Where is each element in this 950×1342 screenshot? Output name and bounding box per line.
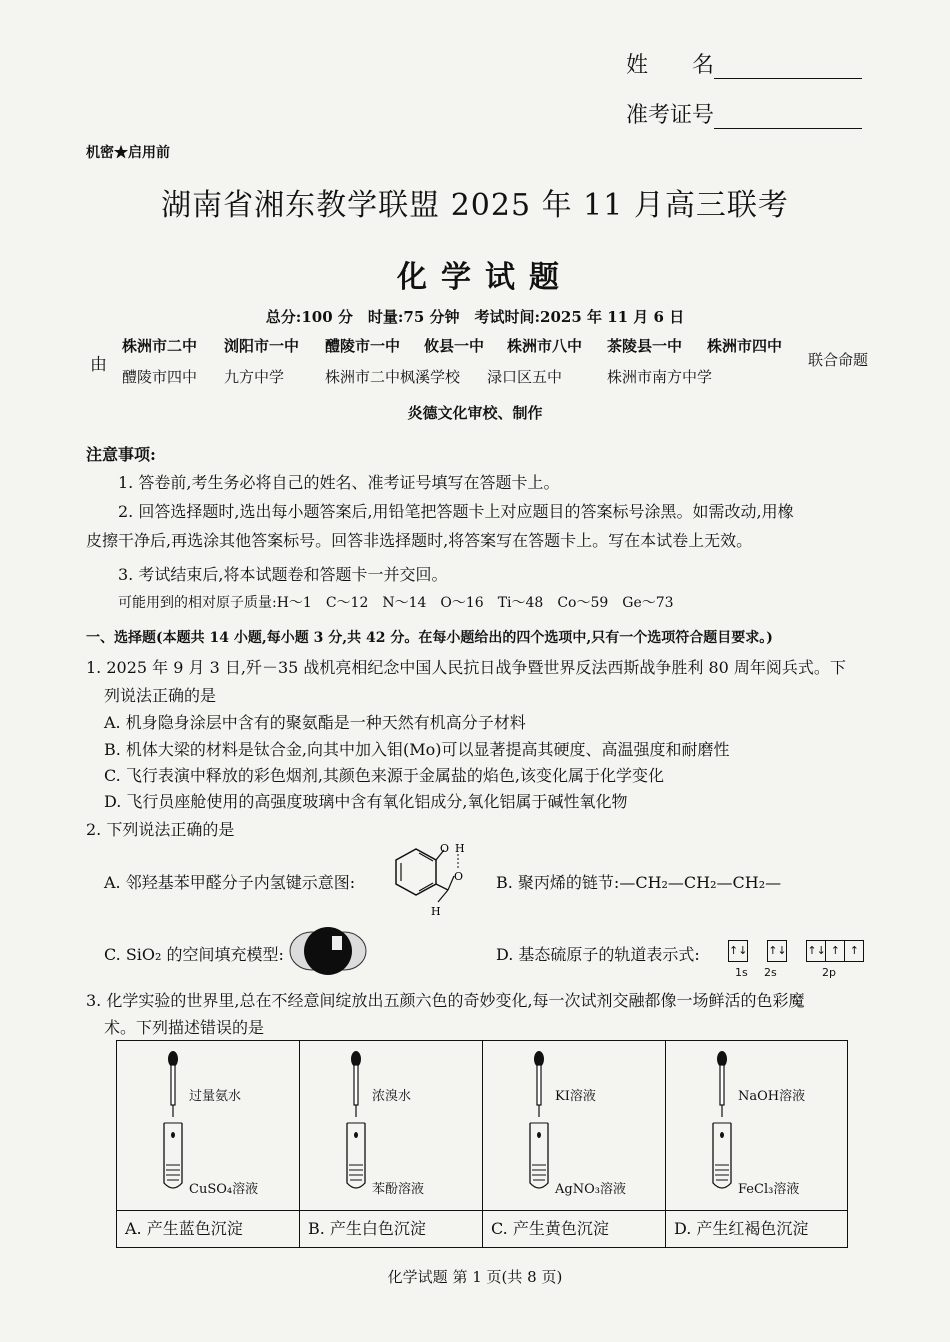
school: 株洲市八中 xyxy=(507,337,583,355)
c-o-double-bond xyxy=(448,876,454,890)
salicylaldehyde-structure xyxy=(374,840,474,918)
q1-option-b[interactable]: B. 机体大梁的材料是钛合金,向其中加入钼(Mo)可以显著提高其硬度、高温强度和耐磨性 xyxy=(104,740,730,759)
q1-option-c[interactable]: C. 飞行表演中释放的彩色烟剂,其颜色来源于金属盐的焰色,该变化属于化学变化 xyxy=(104,766,665,785)
reagent-label: NaOH溶液 xyxy=(738,1089,806,1104)
name-label: 姓 名 xyxy=(626,53,715,78)
notice-1: 1. 答卷前,考生务必将自己的姓名、准考证号填写在答题卡上。 xyxy=(118,473,560,492)
dropper-and-tube xyxy=(712,1045,742,1195)
reagent-label: KI溶液 xyxy=(555,1089,596,1104)
school: 株洲市南方中学 xyxy=(607,368,713,386)
c-h-bond xyxy=(438,890,448,902)
orbital-diagram xyxy=(728,939,863,962)
sio2-space-filling-model xyxy=(288,924,368,978)
c-bond xyxy=(436,884,448,890)
q3-stem: 3. 化学实验的世界里,总在不经意间绽放出五颜六色的奇妙变化,每一次试剂交融都像一场鲜活的色彩魔 xyxy=(86,991,805,1010)
caption-a: A. 产生蓝色沉淀 xyxy=(117,1210,299,1247)
school: 茶陵县一中 xyxy=(607,337,683,355)
exam-info: 总分:100 分 时量:75 分钟 考试时间:2025 年 11 月 6 日 xyxy=(265,308,685,326)
dropper-and-tube xyxy=(346,1045,376,1195)
school: 株洲市二中 xyxy=(122,337,198,355)
atom-o-label: O xyxy=(440,842,450,855)
experiment-cell-a[interactable] xyxy=(117,1041,300,1247)
notice-3: 3. 考试结束后,将本试题卷和答题卡一并交回。 xyxy=(118,565,448,584)
school: 浏阳市一中 xyxy=(224,337,300,355)
school: 醴陵市四中 xyxy=(122,368,198,386)
notice-title: 注意事项: xyxy=(86,445,156,464)
caption-d: D. 产生红褐色沉淀 xyxy=(666,1210,847,1247)
orbital-2s: ↑↓ xyxy=(767,940,787,962)
reagent-label: 过量氨水 xyxy=(189,1089,242,1104)
q2-option-c[interactable]: C. SiO₂ 的空间填充模型: xyxy=(104,945,284,964)
id-field[interactable] xyxy=(626,98,862,129)
joint-text: 联合命题 xyxy=(808,351,869,369)
notice-2-cont: 皮擦干净后,再选涂其他答案标号。回答非选择题时,将答案写在答题卡上。写在本试卷上无效。 xyxy=(86,531,753,550)
q2-option-a[interactable]: A. 邻羟基苯甲醛分子内氢键示意图: xyxy=(104,873,356,892)
confidential-mark: 机密★启用前 xyxy=(86,145,170,161)
id-label: 准考证号 xyxy=(626,103,715,128)
school: 九方中学 xyxy=(224,368,285,386)
name-field[interactable] xyxy=(626,48,862,79)
experiment-cell-c[interactable] xyxy=(483,1041,666,1247)
q1-option-d[interactable]: D. 飞行员座舱使用的高强度玻璃中含有氧化铝成分,氧化铝属于碱性氧化物 xyxy=(104,792,628,811)
page-footer: 化学试题 第 1 页(共 8 页) xyxy=(387,1268,563,1286)
by-char: 由 xyxy=(90,355,107,375)
orbital-1s: ↑↓ xyxy=(728,940,748,962)
atom-h-label: H xyxy=(455,842,465,855)
q2-stem: 2. 下列说法正确的是 xyxy=(86,820,235,839)
q2-option-b[interactable]: B. 聚丙烯的链节:—CH₂—CH₂—CH₂— xyxy=(496,873,782,892)
notice-2: 2. 回答选择题时,选出每小题答案后,用铅笔把答题卡上对应题目的答案标号涂黑。如需改动,用橡 xyxy=(118,502,794,521)
experiment-cell-d[interactable] xyxy=(666,1041,847,1247)
atom-o-label: O xyxy=(454,870,464,883)
orbital-2p-3: ↑ xyxy=(844,940,864,962)
q2-option-d[interactable]: D. 基态硫原子的轨道表示式: xyxy=(496,945,700,964)
reagent-label: 浓溴水 xyxy=(372,1089,412,1104)
id-blank[interactable] xyxy=(714,104,862,129)
orbital-label-2s: 2s xyxy=(764,966,777,979)
exam-title: 湖南省湘东教学联盟 2025 年 11 月高三联考 xyxy=(161,188,789,223)
q1-stem-cont: 列说法正确的是 xyxy=(104,686,217,705)
reviewer: 炎德文化审校、制作 xyxy=(407,404,543,422)
caption-c: C. 产生黄色沉淀 xyxy=(483,1210,665,1247)
solution-label: AgNO₃溶液 xyxy=(555,1182,626,1197)
q1-stem: 1. 2025 年 9 月 3 日,歼－35 战机亮相纪念中国人民抗日战争暨世界反法西斯战争胜利 80 周年阅兵式。下 xyxy=(86,658,846,677)
atomic-masses: 可能用到的相对原子质量:H～1 C～12 N～14 O～16 Ti～48 Co～59 Ge～73 xyxy=(118,595,674,611)
atom-h-label: H xyxy=(431,905,441,918)
benzene-ring xyxy=(396,849,436,895)
q3-stem-cont: 术。下列描述错误的是 xyxy=(104,1018,265,1037)
caption-b: B. 产生白色沉淀 xyxy=(300,1210,482,1247)
school: 醴陵市一中 xyxy=(325,337,401,355)
orbital-2p-2: ↑ xyxy=(825,940,845,962)
experiment-table xyxy=(116,1040,848,1248)
section-1-header: 一、选择题(本题共 14 小题,每小题 3 分,共 42 分。在每小题给出的四个选项中,只有一个选项符合题目要求。) xyxy=(86,630,773,646)
school: 株洲市四中 xyxy=(707,337,783,355)
name-blank[interactable] xyxy=(714,54,862,79)
orbital-2p-1: ↑↓ xyxy=(806,940,826,962)
school: 攸县一中 xyxy=(424,337,485,355)
solution-label: FeCl₃溶液 xyxy=(738,1182,800,1197)
dropper-and-tube xyxy=(163,1045,193,1195)
school: 渌口区五中 xyxy=(487,368,563,386)
orbital-label-2p: 2p xyxy=(822,966,836,979)
solution-label: 苯酚溶液 xyxy=(372,1182,425,1197)
school: 株洲市二中枫溪学校 xyxy=(325,368,461,386)
orbital-label-1s: 1s xyxy=(735,966,748,979)
experiment-cell-b[interactable] xyxy=(300,1041,483,1247)
q1-option-a[interactable]: A. 机身隐身涂层中含有的聚氨酯是一种天然有机高分子材料 xyxy=(104,713,526,732)
solution-label: CuSO₄溶液 xyxy=(189,1182,259,1197)
dropper-and-tube xyxy=(529,1045,559,1195)
subject-title: 化学试题 xyxy=(397,260,573,295)
